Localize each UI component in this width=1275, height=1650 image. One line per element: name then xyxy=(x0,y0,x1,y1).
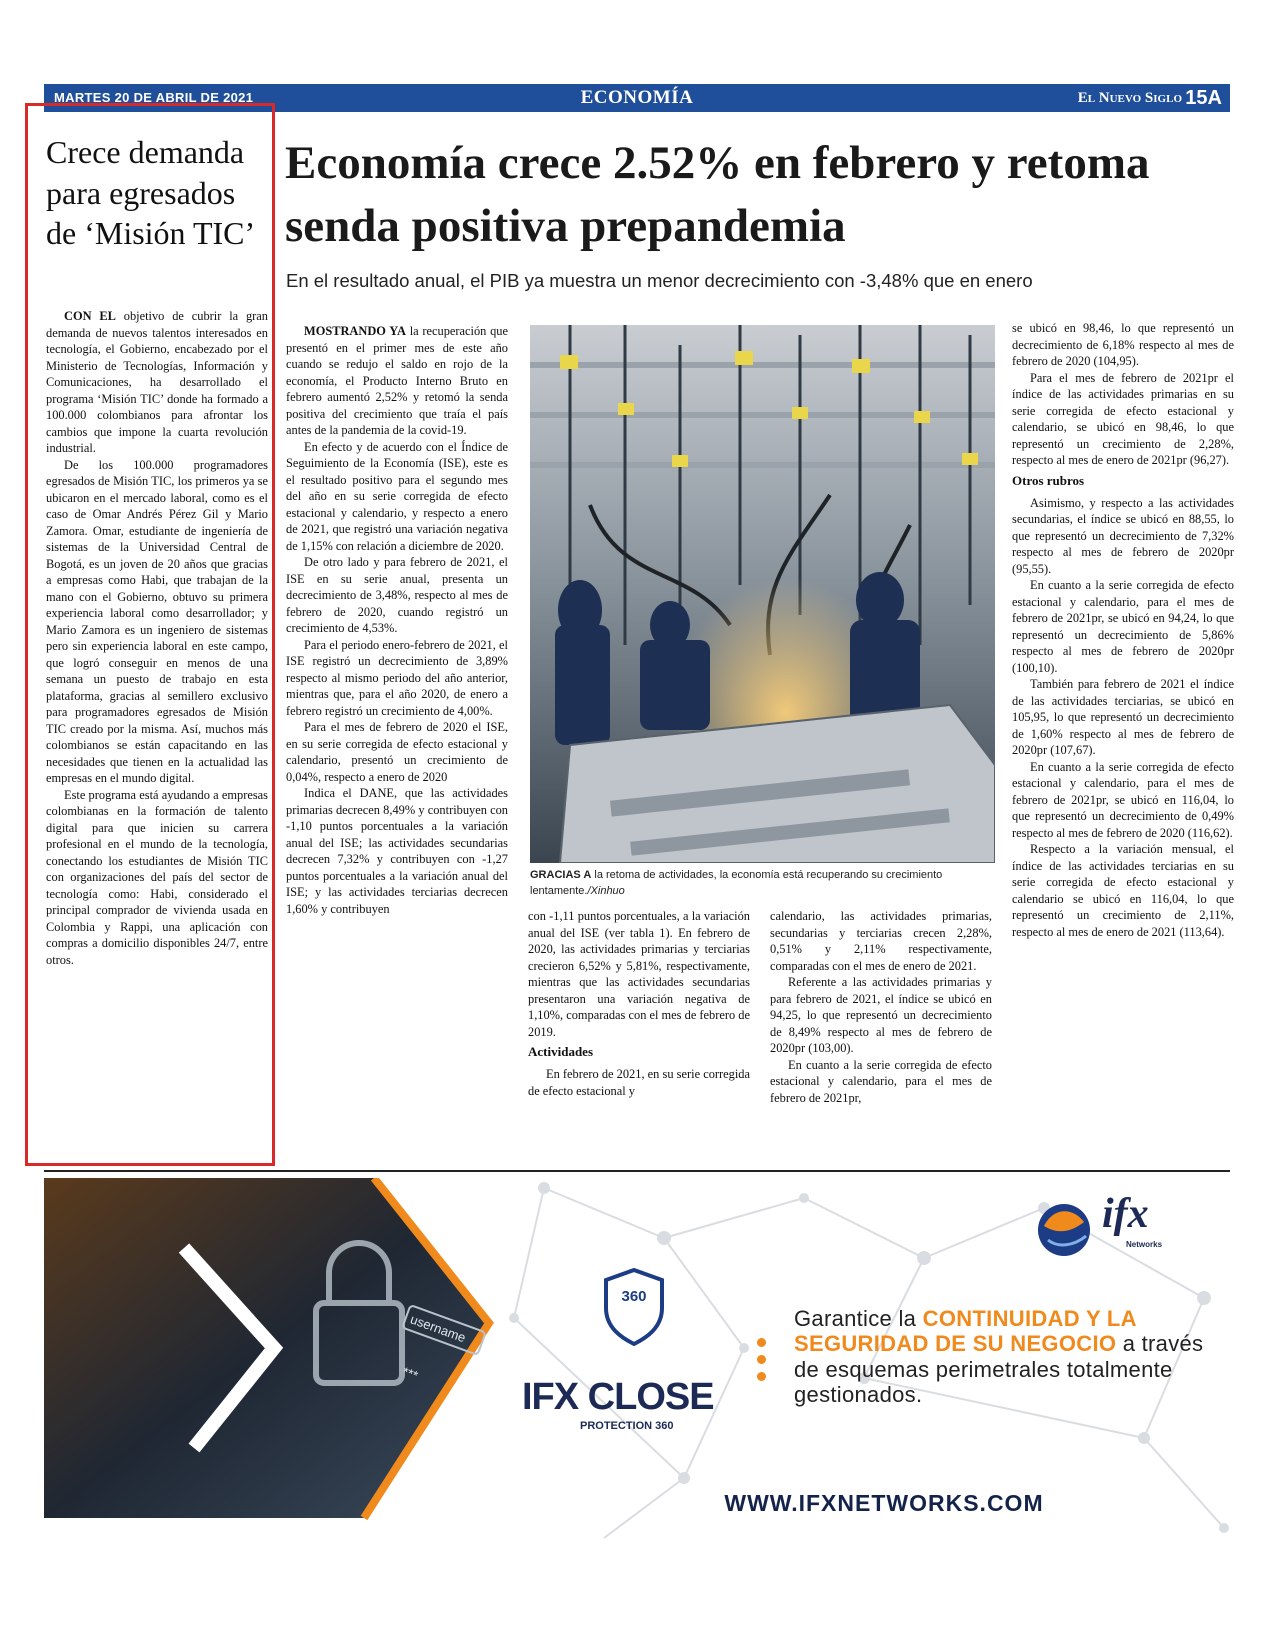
article-paragraph xyxy=(286,323,508,439)
sidebar-lead: CON EL xyxy=(64,309,116,323)
article-paragraph: Referente a las actividades primarias y para febrero de 2021, el índice se ubicó en 94,25, lo que representó un decrecimiento de 8,49% respecto al mes de febrero de 2020pr (103,00). xyxy=(770,975,992,1055)
article-paragraph: También para febrero de 2021 el índice de las actividades terciarias, se ubicó en 105,95, lo que representó un decrecimiento de 1,60% respecto al mes de febrero de 2020pr (107,67). xyxy=(1012,677,1234,757)
sidebar-paragraph: De los 100.000 programadores egresados de Misión TIC, los primeros ya se ubicaron en el mercado laboral, como es el caso de Omar Andrés Pérez Gil y Mario Zamora. Omar, estudiante de ingeniería de sistemas de la Universidad Central de Bogotá, es un joven de 20 años que gracias a empresas como Habi, que trabajan de la mano con el Gobierno, obtuvo su primera experiencia laboral como desarrollador; y Mario Zamora es un ingeniero de sistemas pero sin experiencia laboral en este campo, que logró conseguir en menos de una semana un puesto de trabajo en esta plataforma, gracias al semillero exclusivo para programadores egresados de Misión TIC creado por la misma. Así, muchos más colombianos se están capacitando en las necesidades que tienen en la actualidad las empresas en el mundo digital. xyxy=(46,457,268,785)
ad-text-pre: Garantice la xyxy=(794,1306,923,1331)
article-column-3 xyxy=(770,908,992,1106)
security-lock-image xyxy=(44,1178,494,1528)
ad-text-highlight: CONTINUIDAD Y LA SEGURIDAD DE SU NEGOCIO xyxy=(794,1306,1137,1357)
article-paragraph: Respecto a la variación mensual, el índice de las actividades terciarias en su serie corregida de efecto estacional y calendario se ubicó en 116,04, lo que representó un crecimiento de 2,11%, respecto al mes de enero de 2021 (113,64). xyxy=(1012,842,1234,939)
article-paragraph: Para el mes de febrero de 2020 el ISE, en su serie corregida de efecto estacional y calendario, presentó un crecimiento de 0,04%, respecto a enero de 2020 xyxy=(286,720,508,784)
article-paragraph: se ubicó en 98,46, lo que representó un decrecimiento de 6,18% respecto al mes de febrero de 2020 (104,95). xyxy=(1012,321,1234,368)
section-divider xyxy=(44,1170,1230,1172)
shield-icon xyxy=(602,1268,666,1346)
product-subtitle: PROTECTION 360 xyxy=(580,1420,674,1432)
page-number: 15A xyxy=(1185,87,1222,109)
factory-photo xyxy=(530,325,995,863)
article-paragraph: En cuanto a la serie corregida de efecto estacional y calendario, para el mes de febrero de 2021pr, xyxy=(770,1057,992,1105)
assembly-line-image xyxy=(530,325,995,863)
article-paragraph: De otro lado y para febrero de 2021, el ISE en su serie anual, presenta un decrecimiento de 3,48%, respecto al mes de febrero de 2020, cuando registró un crecimiento de 4,53%. xyxy=(286,555,508,635)
badge-360: 360 xyxy=(621,1288,647,1305)
article-paragraph: Indica el DANE, que las actividades primarias decrecen 8,49% y contribuyen con -1,10 puntos porcentuales a la variación anual del ISE; las actividades secundarias decrecen 7,32% y contribuyen con -1,27 puntos porcentuales a la variación anual del ISE; y las actividades terciarias decrecen 1,60% y contribuyen xyxy=(286,786,508,916)
ad-text-post: a través de esquemas perimetrales totalmente gestionados. xyxy=(794,1331,1204,1407)
ifx-logo-text: ifx xyxy=(1102,1191,1149,1237)
sidebar-paragraph xyxy=(46,308,268,457)
header-date: MARTES 20 DE ABRIL DE 2021 xyxy=(54,90,254,105)
section-title: ECONOMÍA xyxy=(580,87,694,108)
ad-website[interactable]: WWW.IFXNETWORKS.COM xyxy=(724,1490,1044,1516)
article-column-4 xyxy=(1012,320,1234,940)
article-paragraph: En efecto y de acuerdo con el Índice de Seguimiento de la Economía (ISE), este es el resultado positivo para el segundo mes del año en su serie corregida de efecto estacional y calendario, y respecto a enero de 2021, que registró una variación negativa de 1,15% con relación a diciembre de 2020. xyxy=(286,439,508,553)
sidebar-body xyxy=(46,308,268,968)
username-field-label: username xyxy=(408,1311,468,1346)
product-brand: IFX CLOSE xyxy=(522,1376,714,1418)
article-text: la recuperación que presentó en el primer mes de este año cuando se redujo el saldo en rojo de la economía, el Producto Interno Bruto en febrero aumentó 2,52% y retomó la senda positiva del crecimiento que traía el país antes de la pandemia de la covid-19. xyxy=(286,324,508,437)
sidebar-text: objetivo de cubrir la gran demanda de nuevos talentos interesados en tecnología, el Gobierno, encabezado por el Ministerio de Tecnologías, Información y Comunicaciones, ha desarrollado el programa ‘Misión TIC’ donde ha formado a 100.000 colombianos para afrontar los cambios que impone la cuarta revolución industrial. xyxy=(46,309,268,455)
caption-credit: /Xinhuo xyxy=(587,884,625,897)
section-heading: Actividades xyxy=(528,1044,593,1059)
sidebar-title: Crece demanda para egresados de ‘Misión TIC’ xyxy=(46,134,256,252)
article-lead: MOSTRANDO YA xyxy=(304,324,406,338)
article-paragraph: En cuanto a la serie corregida de efecto estacional y calendario, para el mes de febrero de 2021pr, se ubicó en 94,24, lo que representó un decrecimiento de 5,86% respecto al mes de febrero de 2020pr (100,10). xyxy=(1012,578,1234,675)
article-paragraph: calendario, las actividades primarias, secundarias y terciarias crecen 2,28%, 0,51% y 2,11% respectivamente, comparadas con el mes de enero de 2021. xyxy=(770,909,992,973)
bullet-dots xyxy=(757,1338,767,1389)
article-paragraph: Para el mes de febrero de 2021pr el índice de las actividades primarias en su serie corregida de efecto estacional y calendario, se ubicó en 98,46, lo que representó un crecimiento de 2,28%, respecto al mes de enero de 2021pr (96,27). xyxy=(1012,370,1234,467)
caption-lead: GRACIAS A xyxy=(530,869,592,881)
article-paragraph: Asimismo, y respecto a las actividades secundarias, el índice se ubicó en 88,55, lo que representó un decrecimiento de 7,32% respecto al mes de febrero de 2020pr (95,55). xyxy=(1012,495,1234,576)
article-paragraph: En cuanto a la serie corregida de efecto estacional y calendario, para el mes de febrero de 2021pr, se ubicó en 116,04, lo que representó un decrecimiento de 0,49% respecto al mes de febrero de 2020 (116,62). xyxy=(1012,759,1234,840)
article-paragraph: En febrero de 2021, en su serie corregida de efecto estacional y xyxy=(528,1067,750,1098)
subheadline: En el resultado anual, el PIB ya muestra un menor decrecimiento con -3,48% que en enero xyxy=(286,270,1033,291)
ifx-logo-sub: Networks xyxy=(1126,1240,1163,1249)
photo-caption xyxy=(530,868,990,900)
article-column-2 xyxy=(528,908,750,1099)
section-heading: Otros rubros xyxy=(1012,472,1085,488)
sidebar-paragraph: Este programa está ayudando a empresas colombianas en la formación de talento digital para que inicien su carrera profesional en el mundo de la tecnología, conectando los estudiantes de Misión TIC con organizaciones del país del sector de tecnología como: Habi, considerado el principal comprador de vivienda usada en Colombia y Rappi, una aplicación con compras a domicilio disponibles 24/7, entre otros. xyxy=(46,787,268,967)
main-headline: Economía crece 2.52% en febrero y retoma senda positiva prepandemia xyxy=(285,137,1150,253)
password-field-dots: *** xyxy=(400,1363,420,1384)
caption-text: la retoma de actividades, la economía está recuperando su crecimiento lentamente. xyxy=(530,869,943,897)
newspaper-name: El Nuevo Siglo xyxy=(1077,90,1182,106)
article-paragraph: Para el periodo enero-febrero de 2021, el ISE registró un decrecimiento de 3,89% respecto al mismo periodo del año anterior, mientras que, para el año 2020, de enero a febrero registró un crecimiento de 4,00%. xyxy=(286,637,508,718)
sidebar-article xyxy=(25,103,275,1166)
ad-message xyxy=(794,1306,1214,1407)
article-paragraph: con -1,11 puntos porcentuales, a la variación anual del ISE (ver tabla 1). En febrero de 2020, las actividades primarias y terciarias crecieron 6,52% y 5,81%, respectivamente, mientras que las actividades secundarias presentaron una variación negativa de 1,10%, comparadas con el mes de febrero de 2019. xyxy=(528,909,750,1039)
article-column-1 xyxy=(286,323,508,917)
ifx-advertisement xyxy=(44,1178,1230,1550)
